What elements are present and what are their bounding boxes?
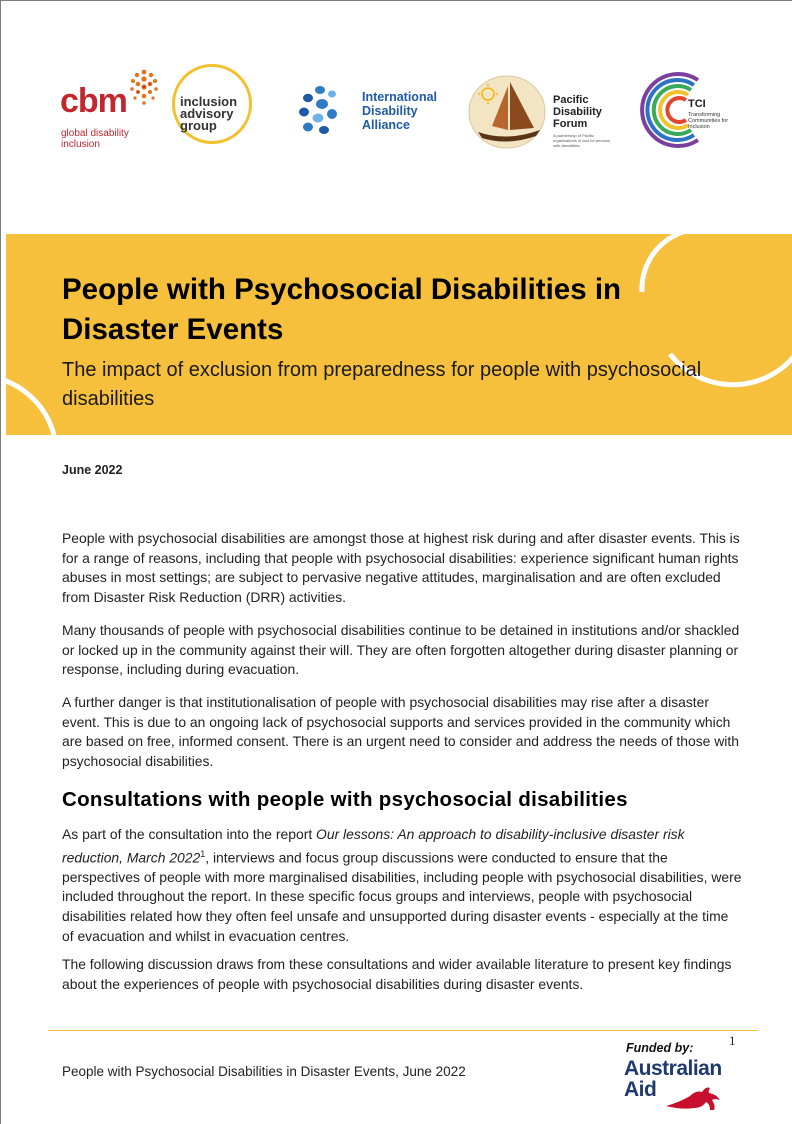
document-subtitle: The impact of exclusion from preparedness for people with psychosocial disabilities [62, 359, 702, 410]
funded-by-label: Funded by: [626, 1041, 694, 1055]
cbm-wordmark: cbm [60, 82, 127, 120]
tci-logo [636, 70, 746, 152]
document-title: People with Psychosocial Disabilities in Disaster Events [62, 273, 622, 346]
pdf-logo [462, 72, 612, 152]
footnote-marker[interactable]: 1 [200, 848, 206, 859]
consultation-text-end: , interviews and focus group discussions were conducted to ensure that the perspectives of people with more marginalised disabilities, including people with psychosocial disabilities, were included throughout the report. In these specific focus groups and interviews, people with psychosocial disabilities related how they often feel unsafe and unsupported during disaster events - especially at the time of evacuation and whilst in evacuation centres. [62, 849, 742, 944]
australian-aid-line2: Aid [624, 1078, 657, 1101]
canoe-sail-icon [462, 72, 552, 152]
report-title-citation: Our lessons: An approach to disability-inclusive disaster risk reduction, March 2022 [62, 826, 685, 866]
pdf-tagline: A partnership of Pacific organisations of and for persons with disabilities [553, 133, 611, 148]
ida-wordmark: International Disability Alliance [362, 90, 438, 132]
kangaroo-icon [662, 1082, 726, 1114]
iag-logo [168, 64, 258, 148]
consultation-paragraph [62, 825, 742, 946]
publication-date: June 2022 [62, 463, 123, 477]
partner-logos [0, 60, 792, 160]
ida-logo [292, 82, 452, 142]
title-banner [6, 234, 792, 435]
intro-paragraph: People with psychosocial disabilities are amongst those at highest risk during and after disaster events. This is for a range of reasons, including that people with psychosocial disabilities: experience significant human rights abuses in most settings; are subject to pervasive negative attitudes, marginalisation and are often excluded from Disaster Risk Reduction (DRR) activities. [62, 530, 740, 605]
footer-divider [48, 1030, 758, 1031]
iag-wordmark: inclusion advisory group [180, 94, 238, 133]
consultation-text-start: As part of the consultation into the report [62, 826, 317, 842]
cbm-dots-icon [126, 68, 162, 108]
running-footer: People with Psychosocial Disabilities in Disaster Events, June 2022 [62, 1064, 466, 1079]
page-number: 1 [729, 1033, 736, 1048]
detention-paragraph: Many thousands of people with psychosocial disabilities continue to be detained in institutions and/or shackled or locked up in the community against their will. They are often forgotten altogether during disaster planning or response, including during evacuation. [62, 622, 740, 678]
pdf-wordmark: Pacific Disability Forum [553, 94, 602, 130]
tci-tagline: Transforming Communities for Inclusion [688, 112, 729, 130]
cbm-tagline: global disability inclusion [61, 128, 129, 150]
discussion-paragraph: The following discussion draws from these consultations and wider available literature to present key findings about the experiences of people with psychosocial disabilities during disaster events. [62, 956, 732, 992]
section-heading: Consultations with people with psychosocial disabilities [62, 788, 628, 811]
ida-dots-icon [292, 82, 358, 142]
rainbow-ring-icon [636, 70, 716, 150]
institutionalisation-paragraph: A further danger is that institutionalisation of people with psychosocial disabilities may rise after a disaster event. This is due to an ongoing lack of psychosocial supports and services provided in the community which are based on free, informed consent. There is an urgent need to consider and address the needs of those with psychosocial disabilities. [62, 694, 739, 769]
cbm-logo [60, 68, 170, 148]
australian-aid-line1: Australian [624, 1057, 722, 1080]
tci-wordmark: TCI [688, 98, 706, 110]
